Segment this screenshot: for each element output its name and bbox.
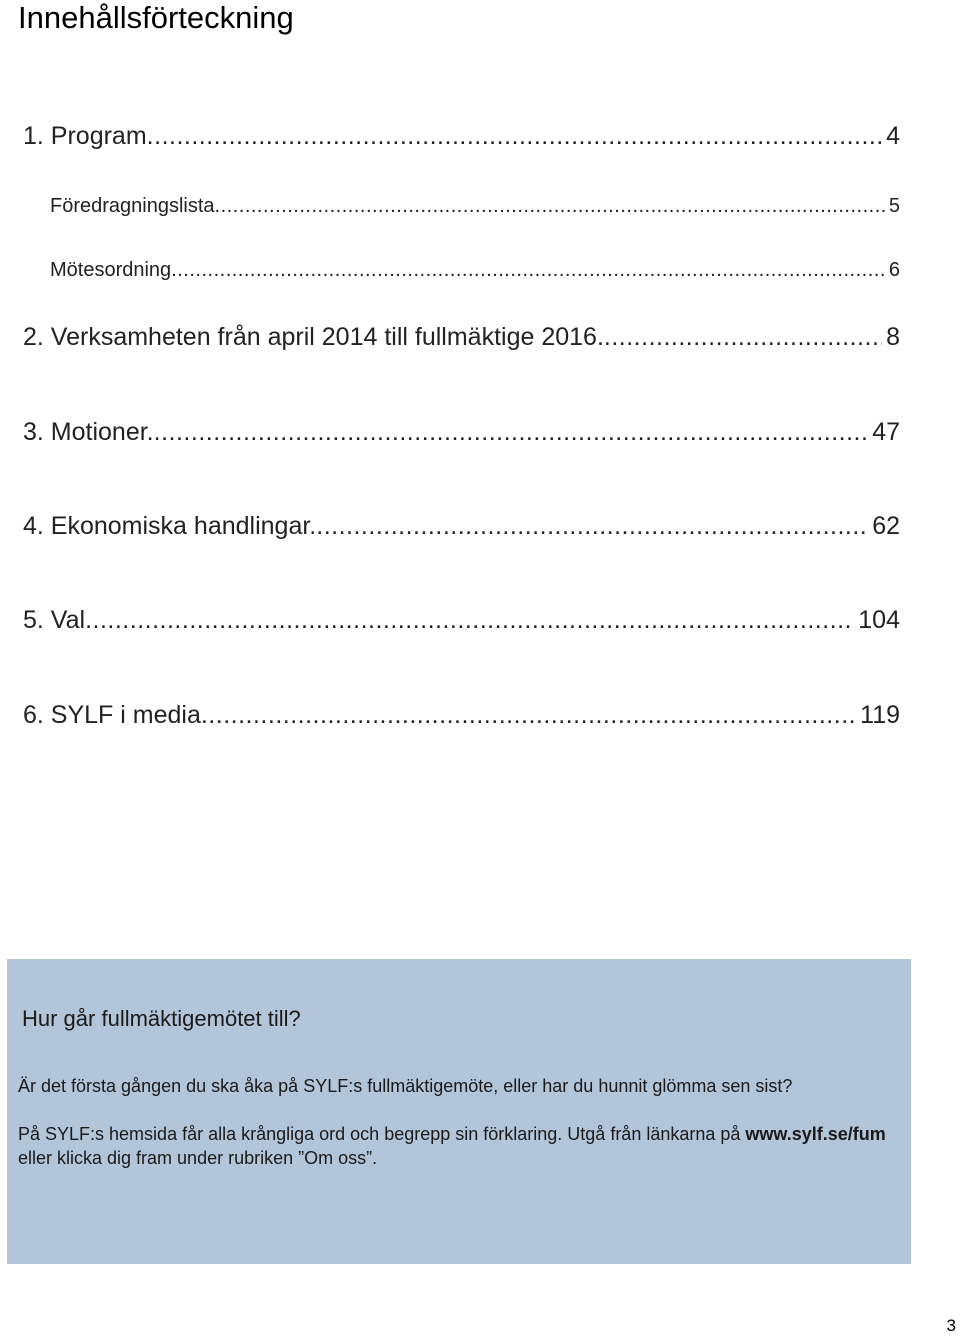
page-number: 3	[946, 1316, 956, 1335]
toc-leader	[85, 606, 854, 635]
info-paragraph-1: Är det första gången du ska åka på SYLF:s fullmäktigemöte, eller har du hunnit glömma sen sist?	[18, 1076, 793, 1096]
info-heading: Hur går fullmäktigemötet till?	[22, 1006, 301, 1031]
toc-label: Mötesordning	[50, 259, 172, 281]
toc-entry-foredragningslista[interactable]	[50, 195, 900, 218]
toc-page-number: 4	[886, 122, 900, 150]
toc-label: 5. Val	[23, 606, 86, 634]
toc-page-number: 47	[872, 418, 900, 446]
toc-leader	[604, 323, 882, 352]
toc-entry-verksamheten[interactable]	[23, 323, 900, 352]
toc-page-number: 6	[888, 259, 900, 281]
toc-leader	[316, 512, 868, 541]
toc-label: 1. Program	[23, 122, 147, 150]
info-paragraph-2-text: På SYLF:s hemsida får alla krångliga ord och begrepp sin förklaring. Utgå från länkarna på	[18, 1124, 746, 1144]
toc-entry-sylf-i-media[interactable]	[23, 701, 900, 730]
toc-page-number: 119	[860, 701, 900, 729]
info-box	[7, 959, 911, 1264]
toc-page-number: 8	[886, 323, 900, 351]
toc-page-number: 5	[888, 195, 900, 217]
toc-label: 2. Verksamheten från april 2014 till fullmäktige 2016.	[23, 323, 604, 351]
sylf-link[interactable]: www.sylf.se/fum	[745, 1124, 886, 1144]
page-title: Innehållsförteckning	[18, 0, 294, 35]
toc-leader	[201, 701, 856, 730]
toc-page-number: 104	[858, 606, 900, 634]
toc-page-number: 62	[872, 512, 900, 540]
toc-entry-motioner[interactable]	[23, 418, 900, 447]
toc-leader	[171, 259, 885, 282]
toc-leader	[154, 418, 869, 447]
toc-entry-val[interactable]	[23, 606, 900, 635]
toc-leader	[215, 195, 885, 218]
toc-label: 3. Motioner.	[23, 418, 154, 446]
toc-entry-motesordning[interactable]	[50, 259, 900, 282]
toc-label: 6. SYLF i media	[23, 701, 201, 729]
toc-leader	[147, 122, 882, 151]
toc-label: Föredragningslista	[50, 195, 215, 217]
info-paragraph-2	[18, 1122, 898, 1170]
toc-label: 4. Ekonomiska handlingar.	[23, 512, 317, 540]
info-paragraph-2-tail: eller klicka dig fram under rubriken ”Om oss”.	[18, 1148, 378, 1168]
toc-entry-ekonomiska-handlingar[interactable]	[23, 512, 900, 541]
toc-entry-program[interactable]	[23, 122, 900, 151]
